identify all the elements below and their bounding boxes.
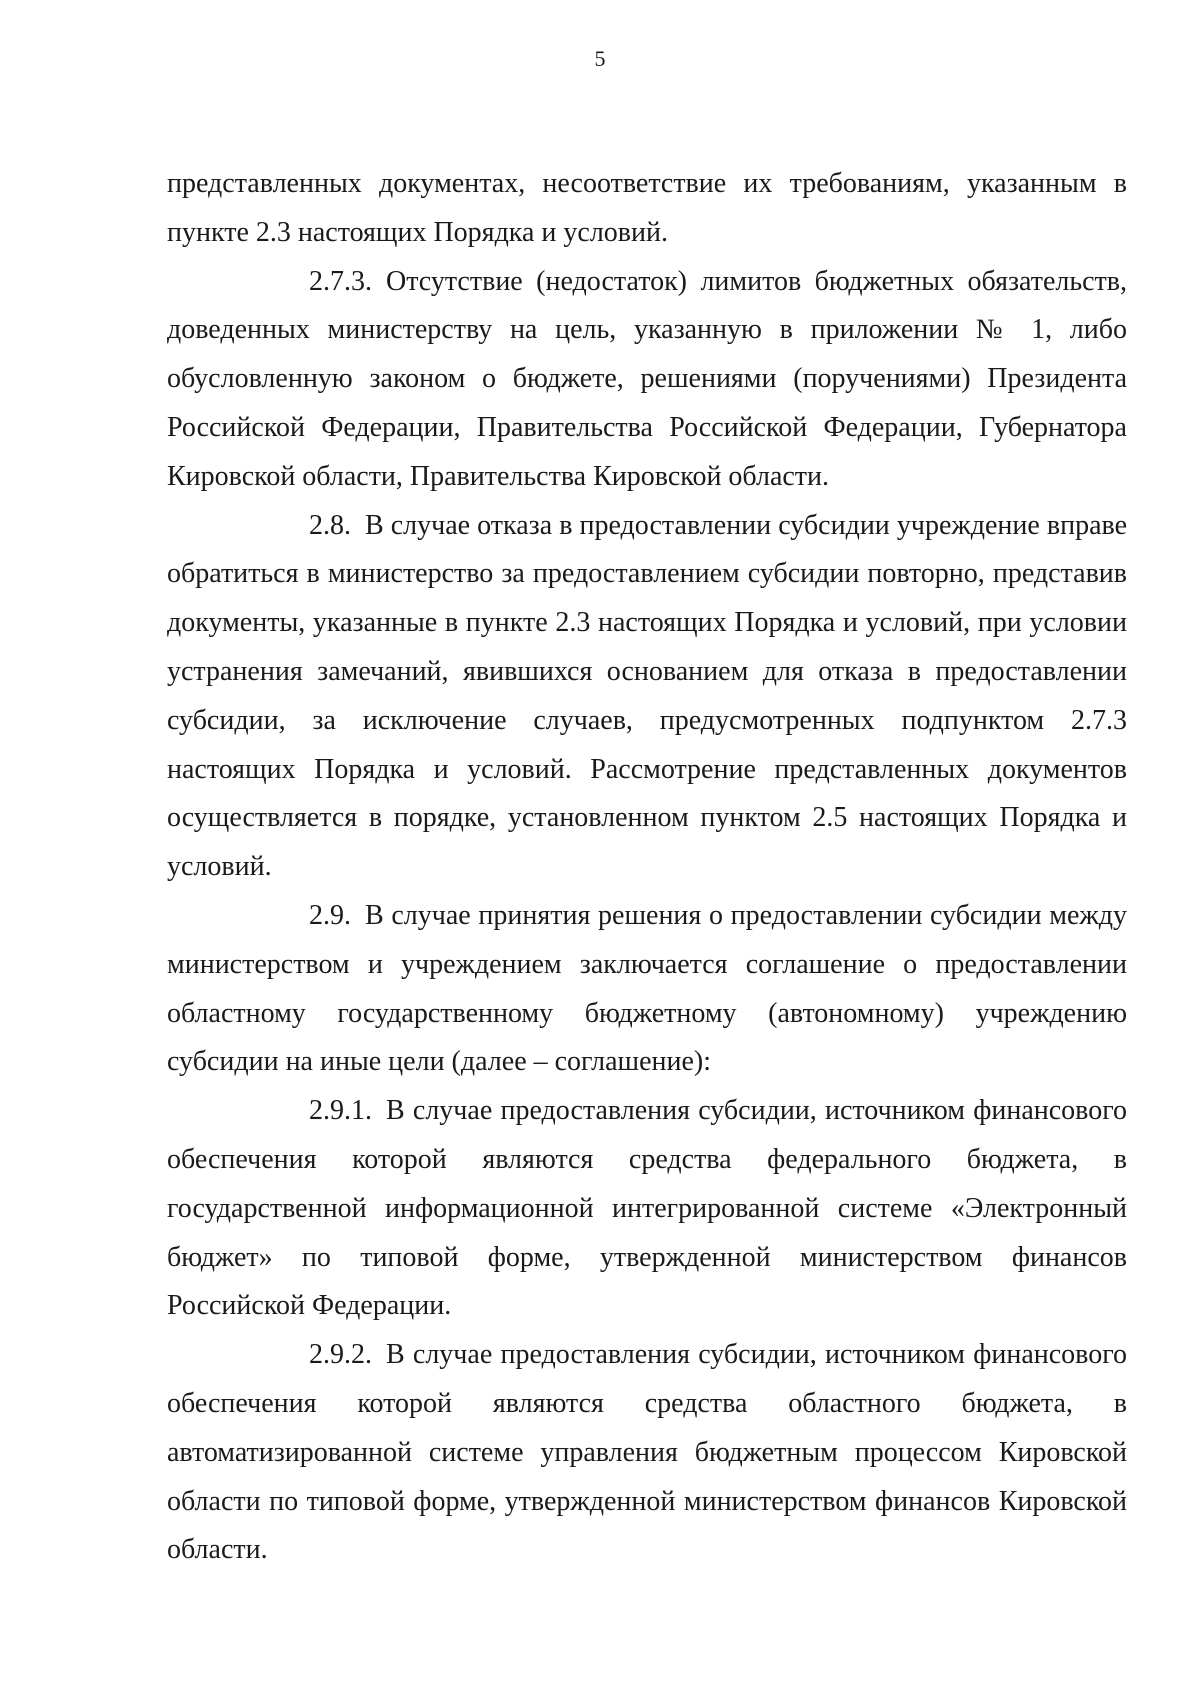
paragraph-2-9-2 (167, 1331, 1127, 1575)
paragraph-number: 2.9.2. (309, 1339, 372, 1371)
paragraph-text: В случае предоставления субсидии, источником финансового обеспечения которой являются средства областного бюджета, в автоматизированной системе управления бюджетным процессом Кировской области по типовой форме, утвержденной министерством финансов Кировской области. (167, 1339, 1127, 1566)
paragraph-number: 2.9. (309, 899, 351, 931)
paragraph-continuation (167, 160, 1127, 258)
paragraph-text: Отсутствие (недостаток) лимитов бюджетных обязательств, доведенных министерству на цель, указанную в приложении № 1, либо обусловленную законом о бюджете, решениями (поручениями) Президента Российской Федерации, Правительства Российской Федерации, Губернатора Кировской области, Правительства Кировской области. (167, 265, 1127, 492)
paragraph-number: 2.8. (309, 509, 351, 541)
paragraph-number: 2.7.3. (309, 265, 372, 297)
paragraph-number: 2.9.1. (309, 1095, 372, 1127)
paragraph-text: В случае предоставления субсидии, источником финансового обеспечения которой являются средства федерального бюджета, в государственной информационной интегрированной системе «Электронный бюджет» по типовой форме, утвержденной министерством финансов Российской Федерации. (167, 1095, 1127, 1322)
paragraph-text: представленных документах, несоответствие их требованиям, указанным в пункте 2.3 настоящих Порядка и условий. (167, 168, 1127, 248)
page-number: 5 (594, 46, 606, 71)
paragraph-text: В случае принятия решения о предоставлении субсидии между министерством и учреждением заключается соглашение о предоставлении областному государственному бюджетному (автономному) учреждению субсидии на иные цели (далее – соглашение): (167, 899, 1127, 1078)
document-body (167, 160, 1127, 1575)
paragraph-2-8 (167, 502, 1127, 892)
paragraph-2-9-1 (167, 1087, 1127, 1331)
paragraph-text: В случае отказа в предоставлении субсидии учреждение вправе обратиться в министерство за предоставлением субсидии повторно, представив документы, указанные в пункте 2.3 настоящих Порядка и условий, при условии устранения замечаний, явившихся основанием для отказа в предоставлении субсидии, за исключение случаев, предусмотренных подпунктом 2.7.3 настоящих Порядка и условий. Рассмотрение представленных документов осуществляется в порядке, установленном пунктом 2.5 настоящих Порядка и условий. (167, 509, 1127, 883)
paragraph-2-7-3 (167, 258, 1127, 502)
paragraph-2-9 (167, 892, 1127, 1087)
